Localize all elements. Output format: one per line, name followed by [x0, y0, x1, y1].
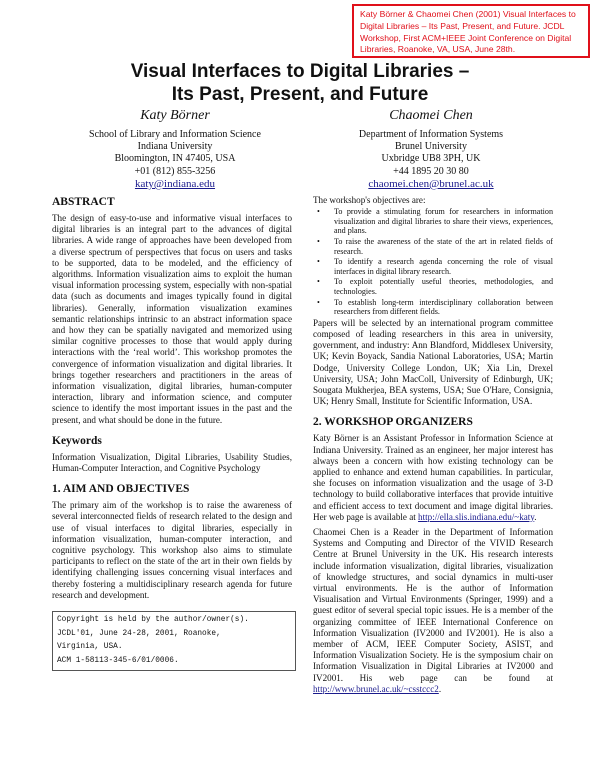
- title-line-2: Its Past, Present, and Future: [171, 84, 429, 105]
- author-org: Brunel University: [395, 141, 467, 153]
- chen-webpage-link[interactable]: http://www.brunel.ac.uk/~csstccc2: [313, 683, 439, 694]
- copyright-box: [52, 611, 296, 671]
- copyright-line: Virginia, USA.: [57, 643, 123, 652]
- bullet-icon: •: [317, 297, 320, 307]
- author-address: Bloomington, IN 47405, USA: [114, 153, 236, 165]
- abstract-text: The design of easy-to-use and informative visual interfaces to digital libraries is an integral part to the advances of digital libraries. A wide range of approaches have been developed from a diverse spectrum of perspectives that focus on users and tasks to be supported, data to be modeled, and the efficiency of algorithms. Information visualization aims to exploit the human visual information processing system, especially with non-spatial data (such as documents and images typically found in digital libraries). Generally, information visualization examines semantic relationships intrinsic to an abstract information space and how they can be spatially navigated and memorized using similar cognitive processes to those that would apply during interactions with the ‘real world’. This workshop promotes the convergence of information visualization and digital libraries. It brings together researchers and practitioners in the areas of information visualization, digital libraries, human-computer interaction, library and information science, and computer science to identify the most important issues in the past and the present, and what should be done in the future.: [52, 213, 292, 425]
- citation-note: [352, 4, 590, 58]
- right-column: [313, 195, 553, 695]
- aim-text: The primary aim of the workshop is to raise the awareness of several interconnected fields of research related to the design and use of visual interfaces to digital libraries, especially in information visualization, human-computer interaction, and cognitive psychology. This workshop also aims to stimulate participants to reflect on the state of the art in their own fields by identifying challenging issues concerning visual interfaces and thereby fostering a multidisciplinary research agenda for future research and development.: [52, 500, 292, 600]
- bullet-icon: •: [317, 257, 320, 267]
- committee-text: Papers will be selected by an international program committee composed of leading researchers in this area in university, government, and industry: Ann Blandford, Middlesex University, UK; Kevin Boyack, Sandia National Laboratories, USA; Martin Dodge, University College London, UK; Xia Lin, Drexel University, USA; John MacColl, University of Edinburgh, UK; Sougata Mukherjea, BEA systems, USA; Sue O'Hare, Consignia, UK; Henry Small, Institute for Scientific Information, USA.: [313, 317, 553, 407]
- keywords-text: Information Visualization, Digital Libraries, Usability Studies, Human-Computer Interaction, and Cognitive Psychology: [52, 451, 292, 474]
- keywords-heading: Keywords: [52, 434, 102, 447]
- aim-heading: 1. AIM AND OBJECTIVES: [52, 483, 190, 496]
- citation-text: Katy Börner & Chaomei Chen (2001) Visual Interfaces to Digital Libraries – Its Past, Present, and Future. JCDL Workshop, First ACM+IEEE Joint Conference on Digital Libraries, Roanoke, VA, USA, June 28th.: [360, 9, 576, 55]
- author-dept: School of Library and Information Science: [89, 129, 261, 140]
- list-item: • To exploit potentially useful theories, methodologies, and technologies.: [317, 277, 553, 296]
- copyright-line: ACM 1-58113-345-6/01/0006.: [57, 656, 179, 665]
- borner-webpage-link[interactable]: http://ella.slis.indiana.edu/~katy: [418, 511, 535, 522]
- author-phone: +01 (812) 855-3256: [134, 165, 216, 177]
- author-dept: Department of Information Systems: [358, 129, 504, 140]
- author-address: Uxbridge UB8 3PH, UK: [381, 153, 481, 165]
- author-name: Katy Börner: [140, 108, 210, 123]
- bullet-icon: •: [317, 207, 320, 217]
- list-item: • To provide a stimulating forum for researchers in information visualization and digital libraries to share their views, experiences, and plans.: [317, 207, 553, 236]
- copyright-line: JCDL'01, June 24-28, 2001, Roanoke,: [57, 629, 221, 638]
- list-item: • To establish long-term interdisciplinary collaboration between researchers from different fields.: [317, 297, 553, 317]
- title-line-1: Visual Interfaces to Digital Libraries –: [130, 61, 470, 82]
- author-name: Chaomei Chen: [389, 108, 473, 123]
- paper-title: [0, 60, 600, 106]
- author-email-link[interactable]: chaomei.chen@brunel.ac.uk: [368, 177, 494, 190]
- author-block-borner: [60, 108, 290, 191]
- author-org: Indiana University: [137, 141, 213, 153]
- author-block-chen: [316, 108, 546, 191]
- copyright-line: Copyright is held by the author/owner(s).: [57, 616, 249, 625]
- abstract-heading: ABSTRACT: [52, 196, 115, 208]
- organizer-bio-borner: Katy Börner is an Assistant Professor in Information Science at Indiana University. Trained as an engineer, her major interest has always been a concern with how existing technology can be applied to enhance and extend human capabilities. In particular, she focuses on information visualization and the usage of 3-D technology to build collaborative interfaces that provide intuitive and efficient access to text document and image digital libraries. Her web page is available at http://ella.slis.indiana.edu/~katy.: [313, 433, 553, 522]
- organizer-bio-chen: Chaomei Chen is a Reader in the Department of Information Systems and Computing and Director of the VIVID Research Centre at Brunel University in the UK. His research interests include information visualization, digital libraries, visualization of knowledge structures, and social dynamics in multi-user virtual environments. He is the author of Information Visualisation and Virtual Environments (Springer, 1999) and a guest editor of several special topic issues. He is a member of the organizing committee of IEEE International Conference on Information Visualization (IV2000 and IV2001). He is also a member of ACM, IEEE Computer Society, ASIST, and Information Visualization Society. He is the symposium chair on Information Visualization in Digital Libraries at IV2000 and IV2001. His web page can be found at http://www.brunel.ac.uk/~csstccc2.: [313, 526, 553, 694]
- author-email-link[interactable]: katy@indiana.edu: [134, 177, 216, 190]
- bullet-icon: •: [317, 277, 320, 287]
- organizers-heading: 2. WORKSHOP ORGANIZERS: [313, 416, 473, 429]
- bullet-icon: •: [317, 236, 320, 246]
- author-phone: +44 1895 20 30 80: [393, 165, 469, 177]
- objectives-list: [313, 207, 553, 317]
- objectives-intro: The workshop's objectives are:: [313, 195, 426, 205]
- list-item: • To raise the awareness of the state of the art in related fields of research.: [317, 236, 553, 256]
- left-column: [52, 196, 292, 671]
- list-item: • To identify a research agenda concerning the role of visual interfaces in digital library research.: [317, 257, 553, 276]
